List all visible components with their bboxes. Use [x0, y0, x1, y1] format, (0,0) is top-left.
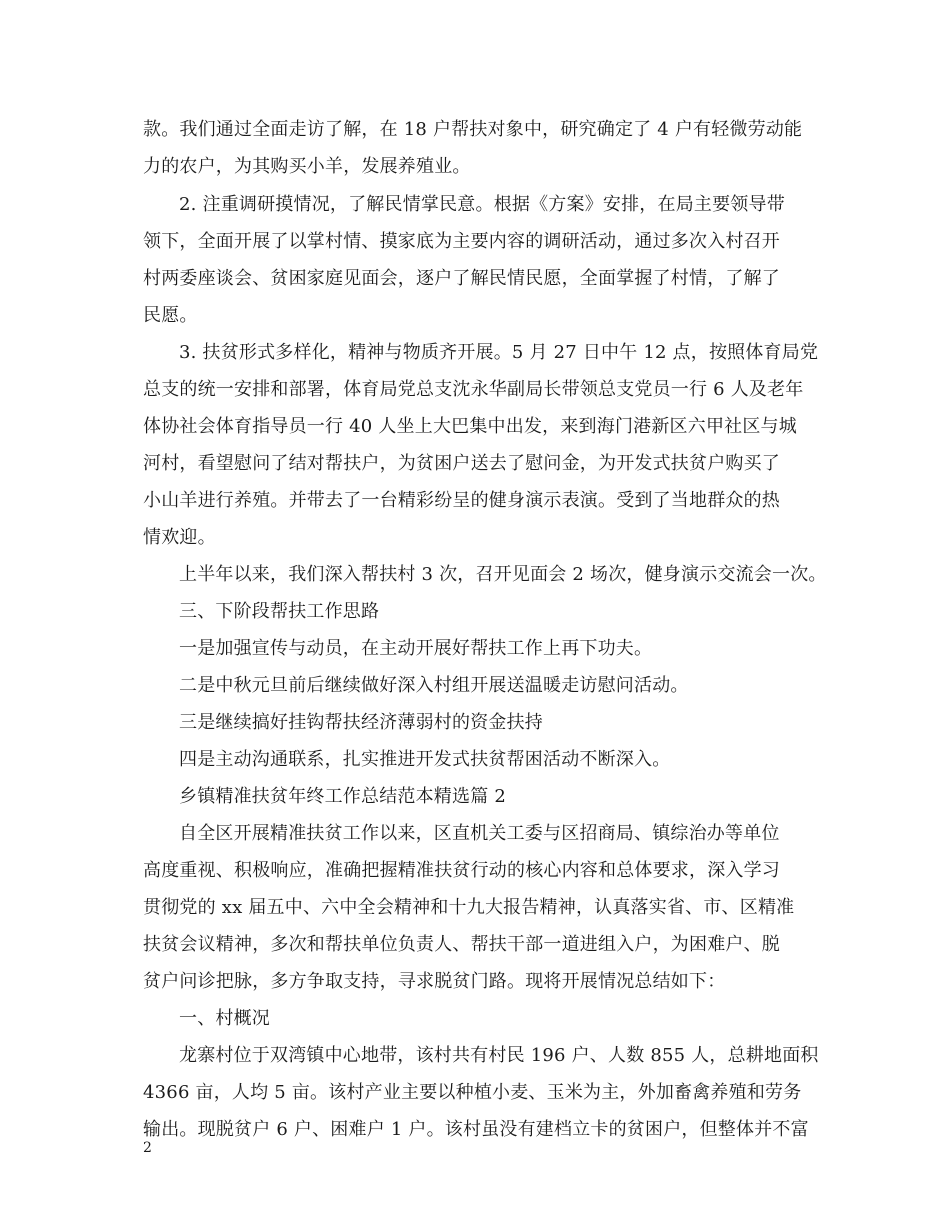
text-line-15: 一是加强宣传与动员，在主动开展好帮扶工作上再下功夫。 [179, 638, 653, 659]
text-line-9: 体协社会体育指导员一行 40 人坐上大巴集中出发，来到海门港新区六甲社区与城 [143, 416, 797, 437]
page-number: 2 [143, 1140, 152, 1156]
text-line-4: 领下，全面开展了以掌村情、摸家底为主要内容的调研活动，通过多次入村召开 [143, 231, 780, 252]
text-line-20: 自全区开展精准扶贫工作以来，区直机关工委与区招商局、镇综治办等单位 [179, 823, 780, 844]
text-line-8: 总支的统一安排和部署，体育局党总支沈永华副局长带领总支党员一行 6 人及老年 [143, 379, 804, 400]
text-line-3: 2. 注重调研摸情况，了解民情掌民意。根据《方案》安排，在局主要领导带 [179, 194, 785, 215]
text-line-1: 款。我们通过全面走访了解，在 18 户帮扶对象中，研究确定了 4 户有轻微劳动能 [143, 119, 803, 140]
text-line-17: 三是继续搞好挂钩帮扶经济薄弱村的资金扶持 [179, 712, 543, 733]
text-line-2: 力的农户，为其购买小羊，发展养殖业。 [143, 156, 471, 177]
text-line-13: 上半年以来，我们深入帮扶村 3 次，召开见面会 2 场次，健身演示交流会一次。 [179, 564, 827, 585]
text-line-11: 小山羊进行养殖。并带去了一台精彩纷呈的健身演示表演。受到了当地群众的热 [143, 490, 780, 511]
text-line-18: 四是主动沟通联系，扎实推进开发式扶贫帮困活动不断深入。 [179, 749, 671, 770]
text-line-5: 村两委座谈会、贫困家庭见面会，逐户了解民情民愿，全面掌握了村情，了解了 [143, 268, 780, 289]
text-line-10: 河村，看望慰问了结对帮扶户，为贫困户送去了慰问金，为开发式扶贫户购买了 [143, 453, 780, 474]
text-line-27: 4366 亩，人均 5 亩。该村产业主要以种植小麦、玉米为主，外加畜禽养殖和劳务 [143, 1082, 802, 1103]
text-line-12: 情欢迎。 [143, 527, 216, 548]
article-title: 乡镇精准扶贫年终工作总结范本精选篇 2 [179, 786, 506, 807]
text-line-23: 扶贫会议精神，多次和帮扶单位负责人、帮扶干部一道进组入户，为困难户、脱 [143, 934, 780, 955]
section-heading-village-overview: 一、村概况 [179, 1008, 270, 1029]
section-heading-next-steps: 三、下阶段帮扶工作思路 [179, 601, 380, 622]
text-line-26: 龙寨村位于双湾镇中心地带，该村共有村民 196 户、人数 855 人，总耕地面积 [179, 1045, 819, 1066]
text-line-22: 贯彻党的 xx 届五中、六中全会精神和十九大报告精神，认真落实省、市、区精准 [143, 897, 795, 918]
text-line-28: 输出。现脱贫户 6 户、困难户 1 户。该村虽没有建档立卡的贫困户，但整体并不富 [143, 1119, 809, 1140]
text-line-7: 3. 扶贫形式多样化，精神与物质齐开展。5 月 27 日中午 12 点，按照体育局党 [179, 342, 819, 363]
text-line-21: 高度重视、积极响应，准确把握精准扶贫行动的核心内容和总体要求，深入学习 [143, 860, 780, 881]
text-line-24: 贫户问诊把脉，多方争取支持，寻求脱贫门路。现将开展情况总结如下： [143, 971, 726, 992]
text-line-16: 二是中秋元旦前后继续做好深入村组开展送温暖走访慰问活动。 [179, 675, 689, 696]
text-line-6: 民愿。 [143, 305, 198, 326]
